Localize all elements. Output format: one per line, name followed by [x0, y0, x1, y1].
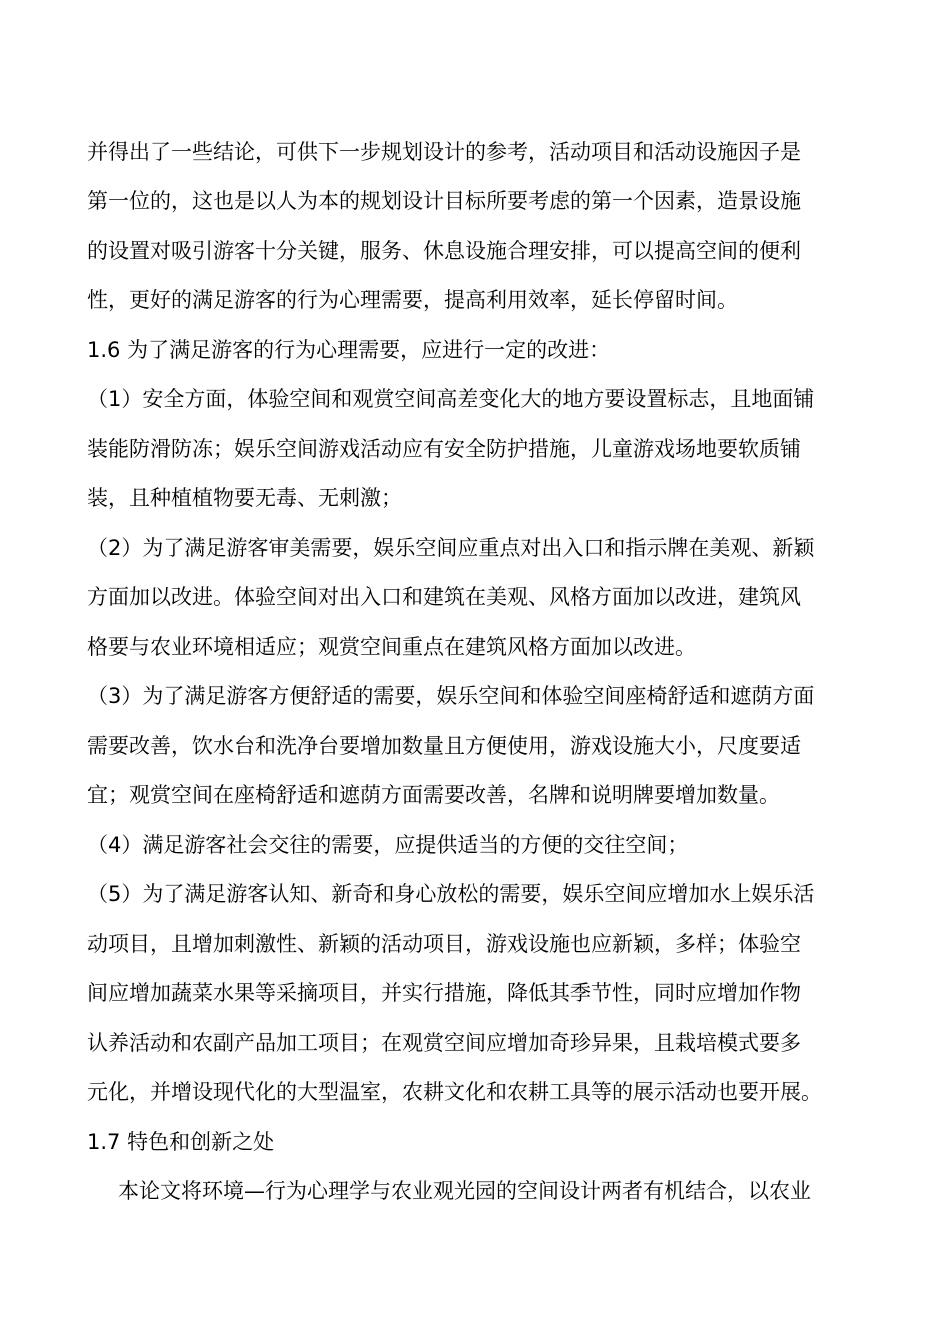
list-item-3-line: （3）为了满足游客方便舒适的需要，娱乐空间和体验空间座椅舒适和遮荫方面 — [87, 684, 815, 708]
list-item-3-line: 需要改善，饮水台和洗净台要增加数量且方便使用，游戏设施大小，尺度要适 — [87, 734, 801, 758]
list-item-2-line: 格要与农业环境相适应；观赏空间重点在建筑风格方面加以改进。 — [87, 635, 696, 659]
body-text-line: 第一位的，这也是以人为本的规划设计目标所要考虑的第一个因素，造景设施 — [87, 189, 801, 213]
list-item-5-line: （5）为了满足游客认知、新奇和身心放松的需要，娱乐空间应增加水上娱乐活 — [87, 882, 815, 906]
list-item-1-line: （1）安全方面，体验空间和观赏空间高差变化大的地方要设置标志，且地面铺 — [87, 387, 815, 411]
list-item-5-line: 动项目，且增加刺激性、新颖的活动项目，游戏设施也应新颖，多样；体验空 — [87, 932, 801, 956]
list-item-1-line: 装能防滑防冻；娱乐空间游戏活动应有安全防护措施，儿童游戏场地要软质铺 — [87, 437, 801, 461]
list-item-4-line: （4）满足游客社会交往的需要，应提供适当的方便的交往空间； — [87, 833, 689, 857]
section-heading-1-7: 1.7 特色和创新之处 — [87, 1130, 275, 1154]
paragraph-first-line: 本论文将环境—行为心理学与农业观光园的空间设计两者有机结合，以农业 — [118, 1179, 811, 1203]
list-item-2-line: （2）为了满足游客审美需要，娱乐空间应重点对出入口和指示牌在美观、新颖 — [87, 536, 815, 560]
body-text-line: 的设置对吸引游客十分关键，服务、休息设施合理安排，可以提高空间的便利 — [87, 239, 801, 263]
list-item-5-line: 元化，并增设现代化的大型温室，农耕文化和农耕工具等的展示活动也要开展。 — [87, 1080, 822, 1104]
body-text-line: 性，更好的满足游客的行为心理需要，提高利用效率，延长停留时间。 — [87, 288, 738, 312]
body-text-line: 并得出了一些结论，可供下一步规划设计的参考，活动项目和活动设施因子是 — [87, 140, 801, 164]
list-item-2-line: 方面加以改进。体验空间对出入口和建筑在美观、风格方面加以改进，建筑风 — [87, 585, 801, 609]
section-heading-1-6: 1.6 为了满足游客的行为心理需要，应进行一定的改进： — [87, 338, 611, 362]
list-item-5-line: 认养活动和农副产品加工项目；在观赏空间应增加奇珍异果，且栽培模式要多 — [87, 1031, 801, 1055]
list-item-1-line: 装，且种植植物要无毒、无刺激； — [87, 486, 402, 510]
list-item-5-line: 间应增加蔬菜水果等采摘项目，并实行措施，降低其季节性，同时应增加作物 — [87, 981, 801, 1005]
list-item-3-line: 宜；观赏空间在座椅舒适和遮荫方面需要改善，名牌和说明牌要增加数量。 — [87, 783, 780, 807]
